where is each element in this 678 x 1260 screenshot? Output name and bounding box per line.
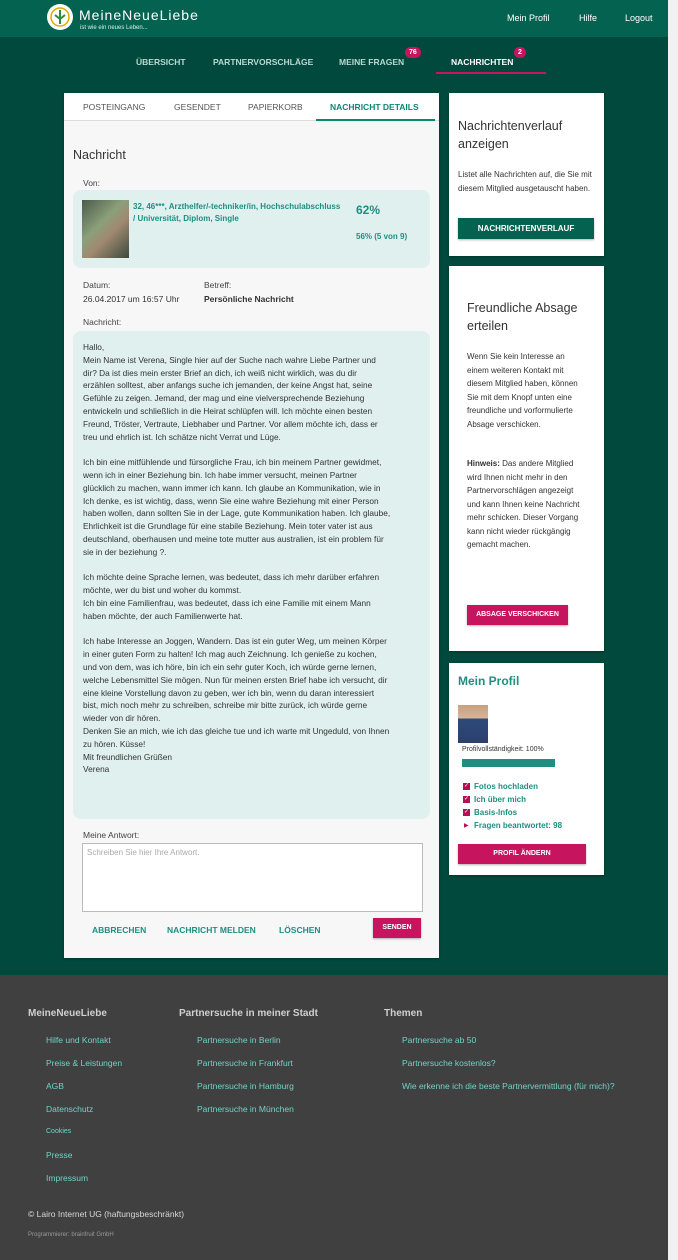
tab-overview[interactable]: ÜBERSICHT: [136, 57, 186, 67]
tab-sent[interactable]: GESENDET: [174, 102, 221, 112]
match-percent: 62%: [356, 203, 381, 217]
footer-heading-city: Partnersuche in meiner Stadt: [179, 1008, 318, 1019]
checkbox-checked-icon: ✓: [463, 783, 470, 789]
tab-trash[interactable]: PAPIERKORB: [248, 102, 303, 112]
questions-count-badge: 76: [405, 47, 421, 58]
main-nav: [0, 37, 668, 85]
tab-messages[interactable]: NACHRICHTEN: [451, 57, 514, 67]
rejection-card: [449, 266, 604, 651]
messages-count-badge: 2: [514, 47, 526, 58]
logo-title[interactable]: MeineNeueLiebe: [79, 7, 199, 23]
footer-link-over-50[interactable]: Partnersuche ab 50: [402, 1035, 477, 1045]
footer-link-munich[interactable]: Partnersuche in München: [197, 1104, 294, 1114]
answer-label: Meine Antwort:: [83, 830, 140, 840]
edit-profile-button[interactable]: PROFIL ÄNDERN: [458, 844, 586, 864]
footer-link-imprint[interactable]: Impressum: [46, 1173, 89, 1183]
message-tabs: [64, 93, 439, 121]
message-card: [64, 93, 439, 958]
tab-inbox[interactable]: POSTEINGANG: [83, 102, 146, 112]
report-message-button[interactable]: NACHRICHT MELDEN: [167, 925, 256, 935]
scrollbar[interactable]: [668, 0, 678, 1260]
send-rejection-button[interactable]: ABSAGE VERSCHICKEN: [467, 605, 568, 625]
delete-button[interactable]: LÖSCHEN: [279, 925, 321, 935]
logo-icon[interactable]: [47, 4, 73, 30]
footer-link-pricing[interactable]: Preise & Leistungen: [46, 1058, 123, 1068]
message-history-button[interactable]: NACHRICHTENVERLAUF: [458, 218, 594, 239]
nav-logout[interactable]: Logout: [625, 13, 653, 23]
my-profile-title: Mein Profil: [458, 674, 520, 688]
from-label: Von:: [83, 178, 101, 188]
sender-info[interactable]: 32, 46***, Arzthelfer/-techniker/in, Hochschulabschluss / Universität, Diplom, Single: [133, 202, 341, 223]
sender-summary[interactable]: [73, 190, 430, 268]
profile-item-about-me[interactable]: Ich über mich: [474, 795, 527, 804]
footer-link-press[interactable]: Presse: [46, 1150, 73, 1160]
triangle-right-icon: ▶: [464, 823, 469, 829]
cancel-button[interactable]: ABBRECHEN: [92, 925, 147, 935]
send-button[interactable]: SENDEN: [373, 918, 421, 938]
profile-item-questions[interactable]: Fragen beantwortet: 98: [474, 821, 563, 830]
rejection-text: Wenn Sie kein Interesse an einem weiteren Kontakt mit diesem Mitglied haben, können Sie mit dem Knopf unten eine freundliche und vorformulierte Absage verschicken.: [467, 352, 578, 429]
sender-photo[interactable]: [82, 200, 129, 258]
subject-label: Betreff:: [204, 280, 232, 290]
active-tab-indicator: [436, 72, 546, 74]
rejection-title: Freundliche Absage erteilen: [467, 301, 578, 333]
footer: [0, 975, 668, 1260]
footer-link-help[interactable]: Hilfe und Kontakt: [46, 1035, 111, 1045]
profile-completeness-bar: [462, 759, 555, 767]
profile-completeness-label: Profilvollständigkeit: 100%: [462, 746, 544, 753]
match-answers: 56% (5 von 9): [356, 232, 408, 241]
footer-link-frankfurt[interactable]: Partnersuche in Frankfurt: [197, 1058, 293, 1068]
my-profile-card: [449, 663, 604, 875]
message-heading: Nachricht: [73, 148, 126, 162]
profile-item-basic-info[interactable]: Basis-Infos: [474, 808, 518, 817]
history-title: Nachrichtenverlauf anzeigen: [458, 119, 563, 151]
footer-link-agb[interactable]: AGB: [46, 1081, 64, 1091]
my-avatar[interactable]: [458, 705, 488, 743]
checkbox-checked-icon: ✓: [463, 796, 470, 802]
top-header: [0, 0, 668, 37]
nav-my-profile[interactable]: Mein Profil: [507, 13, 550, 23]
message-body-label: Nachricht:: [83, 317, 122, 327]
rejection-hint: Hinweis: Das andere Mitglied wird Ihnen nicht mehr in den Partnervorschlägen angezeigt und kann Ihnen keine Nachricht mehr schicken. Dieser Vorgang kann nicht wieder rückgängig gemacht machen.: [467, 459, 580, 549]
logo-subtitle: ist wie ein neues Leben...: [80, 25, 148, 31]
date-value: 26.04.2017 um 16:57 Uhr: [83, 294, 180, 304]
copyright: © Lairo Internet UG (haftungsbeschränkt): [28, 1209, 185, 1219]
subject-value: Persönliche Nachricht: [204, 294, 294, 304]
history-text: Listet alle Nachrichten auf, die Sie mit diesem Mitglied ausgetauscht haben.: [458, 170, 592, 193]
answer-input[interactable]: [82, 843, 423, 912]
footer-link-free[interactable]: Partnersuche kostenlos?: [402, 1058, 496, 1068]
footer-heading-topics: Themen: [384, 1008, 423, 1019]
tab-message-details[interactable]: NACHRICHT DETAILS: [330, 102, 419, 112]
footer-link-privacy[interactable]: Datenschutz: [46, 1104, 94, 1114]
date-label: Datum:: [83, 280, 111, 290]
profile-item-photos[interactable]: Fotos hochladen: [474, 782, 538, 791]
tab-my-questions[interactable]: MEINE FRAGEN: [339, 57, 405, 67]
footer-link-best-agency[interactable]: Wie erkenne ich die beste Partnervermittlung (für mich)?: [402, 1081, 615, 1091]
footer-link-berlin[interactable]: Partnersuche in Berlin: [197, 1035, 281, 1045]
checkbox-checked-icon: ✓: [463, 809, 470, 815]
programmer-credit: Programmierer: brainfruit GmbH: [28, 1232, 114, 1238]
history-card: [449, 93, 604, 256]
footer-link-hamburg[interactable]: Partnersuche in Hamburg: [197, 1081, 294, 1091]
tab-partner-suggestions[interactable]: PARTNERVORSCHLÄGE: [213, 57, 314, 67]
footer-link-cookies[interactable]: Cookies: [46, 1128, 72, 1135]
footer-heading-brand: MeineNeueLiebe: [28, 1008, 107, 1019]
message-body: Hallo, Mein Name ist Verena, Single hier auf der Suche nach wahre Liebe Partner und dir? Da ist dies mein erster Brief an dich, ich weiß nicht wirklich, was du dir erzählen solltest, aber anfangs suche ich jemanden, der keine Angst hat, seine Gefühle zu zeigen. Jemand, der mag und eine vielversprechende Beziehung entwickeln und schließlich in die Heirat schlüpfen will. Ich möchte einen besten Freund, Tröster, Vertraute, Liebhaber und Partner. Vor allem möchte ich, dass er treu und ehrlich ist. Ich schätze nicht Verrat und Lüge. Ich bin eine mitfühlende und fürsorgliche Frau, ich bin meinem Partner gewidmet, wenn ich in einer Beziehung bin. Ich habe immer versucht, meinen Partner glücklich zu machen, wann immer ich kann. Ich glaube an Kommunikation, wie in Ich denke, es ist wichtig, dass, wenn Sie eine wahre Beziehung mit einer Person haben wollen, dann sollten Sie in der Lage, gute Kommunikation haben. Ich glaube, Ehrlichkeit ist die Grundlage für eine stabile Beziehung. Mein toter vater ist aus deutschland, oberhausen und meine tote mutter aus australien, ist ein problem für sie in der beziehung ?. Ich möchte deine Sprache lernen, was bedeutet, dass ich mehr darüber erfahren möchte, wer du bist und woher du kommst. Ich bin eine Familienfrau, was bedeutet, dass ich eine Familie mit einem Mann haben möchte, der auch Familienwerte hat. Ich habe Interesse an Joggen, Wandern. Das ist ein guter Weg, um meinen Körper in einer guten Form zu halten! Ich mag auch Zeichnung. Ich genieße zu kochen, und von dem, was ich höre, bin ich ein sehr guter Koch, ich würde gerne lernen, welche Lebensmittel Sie mögen. Nun für meinen ersten Brief habe ich versucht, dir eine kleine Vorstellung davon zu geben, wer ich bin, wenn du daran interessiert bist, mich noch mehr zu schreiben, schreibe mir bitte zurück, ich würde gerne wieder von dir hören. Denken Sie an mich, wie ich das gleiche tue und ich warte mit Ungeduld, von Ihnen zu hören. Küsse! Mit freundlichen Grüßen Verena: [73, 331, 430, 819]
nav-help[interactable]: Hilfe: [579, 13, 598, 23]
